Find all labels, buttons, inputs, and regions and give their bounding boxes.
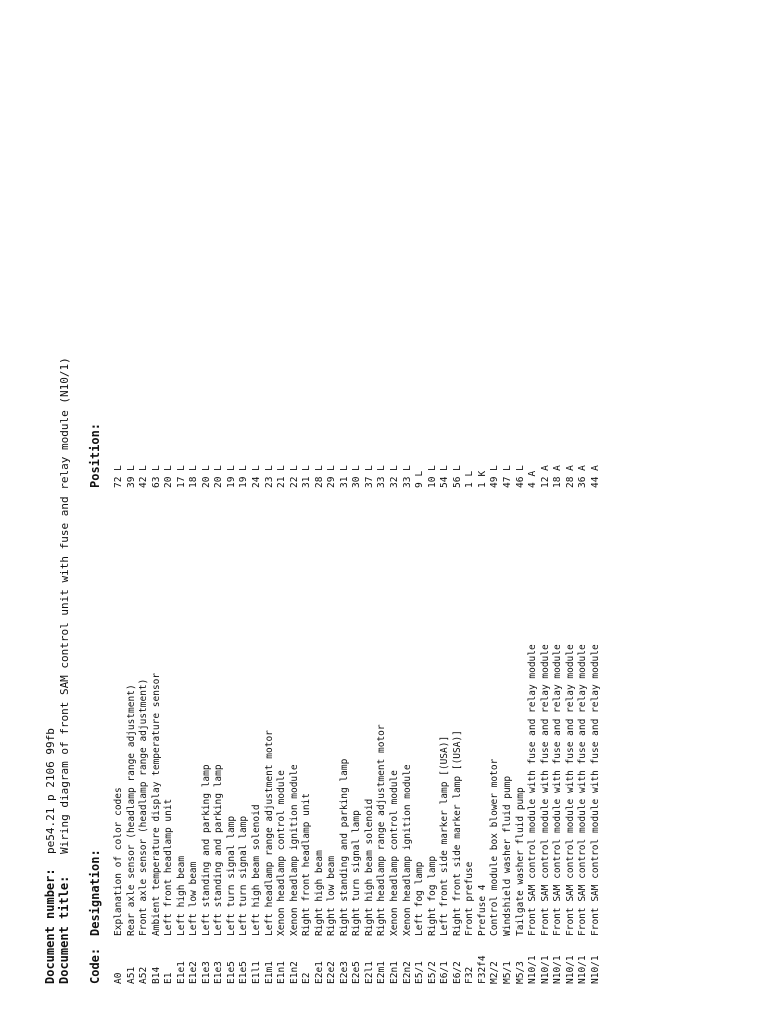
row-position: 31 L [338,465,350,488]
row-designation: Right low beam [326,855,338,936]
table-row [427,344,440,984]
row-position: 20 L [213,465,225,488]
row-position: 17 L [175,465,187,488]
table-row [138,344,151,984]
table-row [515,344,528,984]
table-row [565,344,578,984]
row-code: E1n1 [276,961,288,984]
row-designation: Front SAM control module with fuse and relay module [577,644,589,936]
row-position: 36 A [577,465,589,488]
row-position: 29 L [326,465,338,488]
row-code: N10/1 [539,955,551,984]
row-position: 19 L [238,465,250,488]
row-designation: Right headlamp range adjustment motor [376,724,388,936]
table-row [527,344,540,984]
table-row [238,344,251,984]
table-row [477,344,490,984]
row-code: M2/2 [489,961,501,984]
table-row [163,344,176,984]
row-position: 18 A [552,465,564,488]
row-position: 28 A [564,465,576,488]
row-code: E1e2 [188,961,200,984]
row-code: E1 [163,972,175,984]
table-row [226,344,239,984]
row-code: E2n2 [401,961,413,984]
row-code: E2n1 [389,961,401,984]
row-code: E6/1 [439,961,451,984]
row-position: 23 L [263,465,275,488]
table-row [376,344,389,984]
table-row [489,344,502,984]
row-position: 39 L [125,465,137,488]
row-designation: Right standing and parking lamp [338,758,350,936]
row-code: F32f4 [476,955,488,984]
table-row [552,344,565,984]
row-position: 42 L [138,465,150,488]
row-code: E2e1 [313,961,325,984]
row-code: E2e2 [326,961,338,984]
code-column-header: Code: [88,947,102,984]
table-row [540,344,553,984]
row-designation: Front SAM control module with fuse and relay module [564,644,576,936]
table-row [314,344,327,984]
row-code: E2m1 [376,961,388,984]
row-code: E5/1 [414,961,426,984]
row-designation: Tailgate washer fluid pump [514,787,526,936]
row-designation: Xenon headlamp control module [389,770,401,936]
table-row [301,344,314,984]
table-row [439,344,452,984]
row-designation: Left headlamp range adjustment motor [263,730,275,936]
row-position: 20 L [163,465,175,488]
row-designation: Right front side marker lamp [(USA)] [451,730,463,936]
row-code: A0 [113,972,124,984]
row-code: N10/1 [527,955,539,984]
row-position: 20 L [200,465,212,488]
table-row [251,344,264,984]
row-code: E2l1 [363,961,375,984]
row-designation: Left fog lamp [414,861,426,936]
row-position: 1 K [476,470,488,488]
row-designation: Left front headlamp unit [163,798,175,936]
row-designation: Explanation of color codes [113,787,124,936]
row-code: N10/1 [589,955,601,984]
row-code: B14 [150,966,162,984]
row-code: N10/1 [577,955,589,984]
row-designation: Rear axle sensor (headlamp range adjustment) [125,684,137,936]
row-code: E1m1 [263,961,275,984]
row-position: 32 L [389,465,401,488]
table-row [264,344,277,984]
table-row [326,344,339,984]
row-designation: Left standing and parking lamp [200,764,212,936]
row-designation: Front SAM control module with fuse and relay module [552,644,564,936]
row-code: F32 [464,966,476,984]
table-row [351,344,364,984]
table-row [213,344,226,984]
row-designation: Left turn signal lamp [225,815,237,936]
document-number-row [44,728,57,984]
row-position: 72 L [113,465,124,488]
row-designation: Front SAM control module with fuse and relay module [527,644,539,936]
row-code: E6/2 [451,961,463,984]
table-row [402,344,415,984]
row-code: M5/1 [501,961,513,984]
table-row [464,344,477,984]
table-row [389,344,402,984]
row-designation: Front SAM control module with fuse and relay module [589,644,601,936]
row-position: 21 L [276,465,288,488]
table-row [289,344,302,984]
row-position: 37 L [363,465,375,488]
row-code: E2e3 [338,961,350,984]
row-position: 18 L [188,465,200,488]
row-designation: Front axle sensor (headlamp range adjustment) [138,678,150,936]
row-code: E5/2 [426,961,438,984]
row-position: 19 L [225,465,237,488]
document-title-row [58,357,71,984]
row-designation: Windshield washer fluid pump [501,775,513,936]
row-designation: Xenon headlamp ignition module [401,764,413,936]
row-designation: Xenon headlamp ignition module [288,764,300,936]
row-position: 63 L [150,465,162,488]
row-designation: Right high beam [313,850,325,936]
document-number-value: pe54.21 p 2106 99fb [44,728,57,854]
row-position: 22 L [288,465,300,488]
row-code: E1e3 [213,961,225,984]
table-row [452,344,465,984]
row-designation: Right high beam solenoid [363,798,375,936]
document-number-label: Document number: [43,868,57,984]
position-column-header: Position: [88,422,102,488]
table-row [577,344,590,984]
row-position: 46 L [514,465,526,488]
row-designation: Right fog lamp [426,855,438,936]
row-designation: Control module box blower motor [489,758,501,936]
row-code: E1n2 [288,961,300,984]
row-designation: Left high beam solenoid [251,804,263,936]
row-code: E1e1 [175,961,187,984]
table-row [276,344,289,984]
row-position: 10 L [426,465,438,488]
table-row [364,344,377,984]
row-position: 28 L [313,465,325,488]
table-row [339,344,352,984]
row-position: 44 A [589,465,601,488]
row-designation: Front SAM control module with fuse and relay module [539,644,551,936]
table-row [201,344,214,984]
row-position: 24 L [251,465,263,488]
designation-column-header: Designation: [88,849,102,936]
row-code: E2e5 [351,961,363,984]
row-designation: Front prefuse [464,861,476,936]
row-code: E1e5 [225,961,237,984]
row-position: 33 L [401,465,413,488]
row-designation: Left standing and parking lamp [213,764,225,936]
row-code: E1l1 [251,961,263,984]
row-position: 33 L [376,465,388,488]
row-code: E1e3 [200,961,212,984]
table-row [126,344,139,984]
row-position: 9 L [414,470,426,488]
row-position: 56 L [451,465,463,488]
row-position: 4 A [527,470,539,488]
table-row [151,344,164,984]
table-row [188,344,201,984]
row-code: A51 [125,966,137,984]
document-title-label: Document title: [57,875,71,984]
row-designation: Left low beam [188,861,200,936]
row-position: 31 L [301,465,313,488]
component-table [113,344,602,984]
row-designation: Prefuse 4 [476,884,488,936]
row-code: E2 [301,972,313,984]
row-designation: Right front headlamp unit [301,793,313,936]
row-code: M5/3 [514,961,526,984]
row-designation: Left turn signal lamp [238,815,250,936]
row-code: A52 [138,966,150,984]
table-row [502,344,515,984]
table-row [176,344,189,984]
row-code: N10/1 [552,955,564,984]
row-position: 54 L [439,465,451,488]
row-position: 1 L [464,470,476,488]
row-code: N10/1 [564,955,576,984]
row-designation: Ambient temperature display temperature sensor [150,672,162,936]
table-row [113,344,126,984]
row-designation: Left front side marker lamp [(USA)] [439,735,451,936]
table-row [590,344,603,984]
row-position: 30 L [351,465,363,488]
document-title-value: Wiring diagram of front SAM control unit with fuse and relay module (N10/1) [58,357,71,854]
row-designation: Xenon headlamp control module [276,770,288,936]
row-code: E1e5 [238,961,250,984]
row-position: 47 L [501,465,513,488]
row-position: 12 A [539,465,551,488]
table-row [414,344,427,984]
row-designation: Left high beam [175,855,187,936]
row-designation: Right turn signal lamp [351,810,363,936]
row-position: 49 L [489,465,501,488]
